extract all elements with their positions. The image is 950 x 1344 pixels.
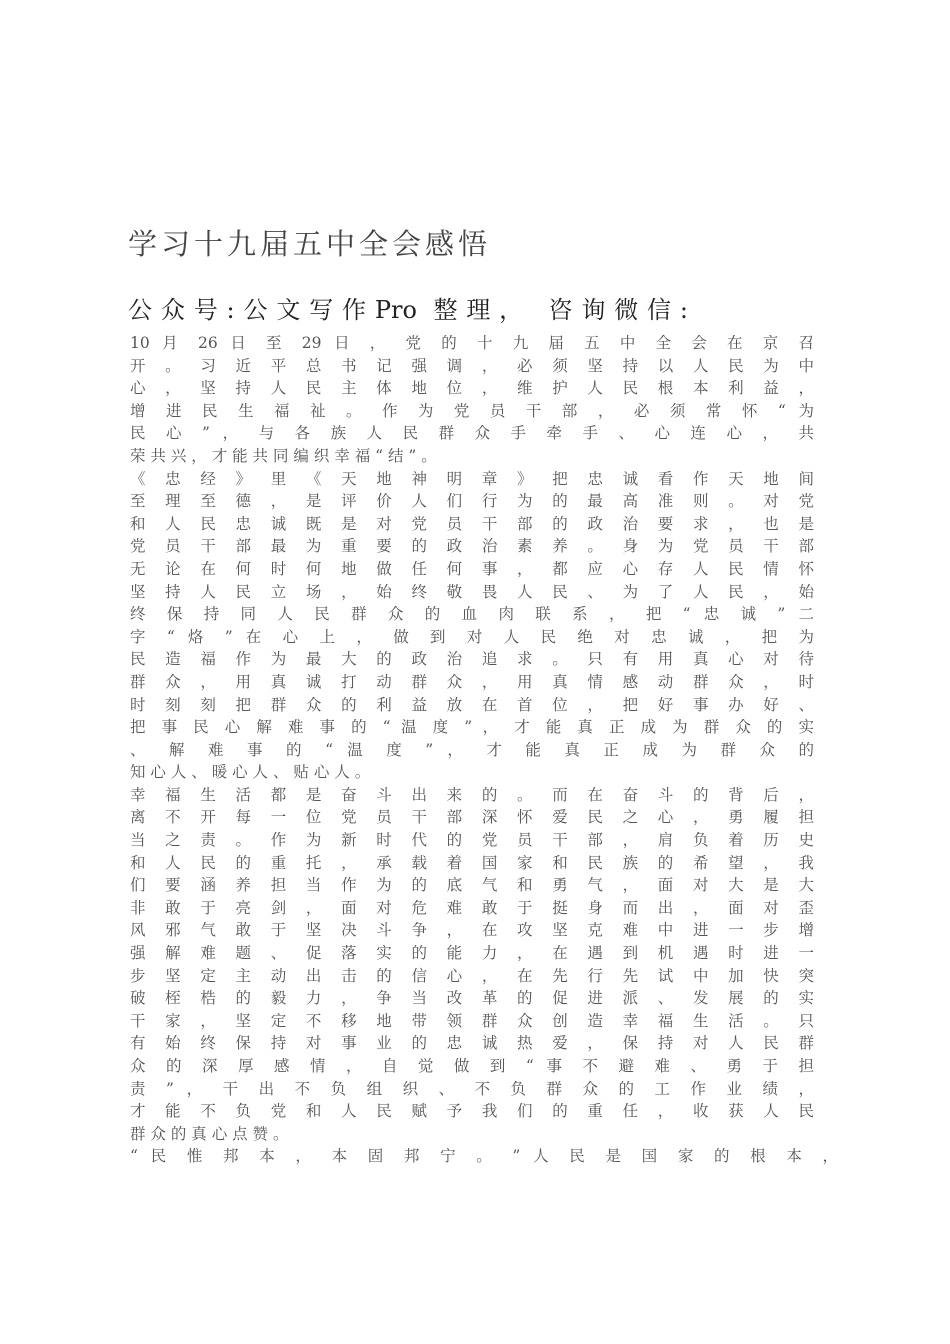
body-line: 民 造 福 作 为 最 大 的 政 治 追 求 。 只 有 用 真 心 对 待 xyxy=(130,650,814,669)
document-title: 学习十九届五中全会感悟 xyxy=(128,227,492,261)
body-line: 《 忠 经 》 里 《 天 地 神 明 章 》 把 忠 诚 看 作 天 地 间 xyxy=(130,469,814,488)
body-line: 当 之 责 。 作 为 新 时 代 的 党 员 干 部 ， 肩 负 着 历 史 xyxy=(130,831,814,850)
body-line: 把 事 民 心 解 难 事 的 “ 温 度 ” ， 才 能 真 正 成 为 群 众 的 实 xyxy=(130,718,814,737)
body-line: 风 邪 气 敢 于 坚 决 斗 争 ， 在 攻 坚 克 难 中 进 一 步 增 xyxy=(130,921,814,940)
body-line: 步 坚 定 主 动 出 击 的 信 心 ， 在 先 行 先 试 中 加 快 突 xyxy=(130,966,814,985)
body-line: 和 人 民 的 重 托 ， 承 载 着 国 家 和 民 族 的 希 望 ， 我 xyxy=(130,853,814,872)
body-line: 们 要 涵 养 担 当 作 为 的 底 气 和 勇 气 ， 面 对 大 是 大 xyxy=(130,876,814,895)
body-line: 时 刻 刻 把 群 众 的 利 益 放 在 首 位 ， 把 好 事 办 好 、 xyxy=(130,695,814,714)
body-line: 幸 福 生 活 都 是 奋 斗 出 来 的 。 而 在 奋 斗 的 背 后 ， xyxy=(130,785,814,804)
body-line: 强 解 难 题 、 促 落 实 的 能 力 ， 在 遇 到 机 遇 时 进 一 xyxy=(130,944,814,963)
body-line: 群 众 的 真 心 点 赞 。 xyxy=(130,1124,289,1143)
body-line: 民 心 ” ， 与 各 族 人 民 群 众 手 牵 手 、 心 连 心 ， 共 xyxy=(130,424,814,443)
body-line: 终 保 持 同 人 民 群 众 的 血 肉 联 系 ， 把 “ 忠 诚 ” 二 xyxy=(130,605,814,624)
body-line: 荣 共 兴 ， 才 能 共 同 编 织 幸 福 “ 结 ” 。 xyxy=(130,446,437,465)
document-body xyxy=(130,332,838,1168)
body-line: 知 心 人 、 暖 心 人 、 贴 心 人 。 xyxy=(130,763,371,782)
body-line: 才 能 不 负 党 和 人 民 赋 予 我 们 的 重 任 ， 收 获 人 民 xyxy=(130,1102,814,1121)
body-line: 离 不 开 每 一 位 党 员 干 部 深 怀 爱 民 之 心 ， 勇 履 担 xyxy=(130,808,814,827)
body-line: 、 解 难 事 的 “ 温 度 ” ， 才 能 真 正 成 为 群 众 的 xyxy=(130,740,814,759)
body-line: 群 众 ， 用 真 诚 打 动 群 众 ， 用 真 情 感 动 群 众 ， 时 xyxy=(130,672,814,691)
body-line: 无 论 在 何 时 何 地 做 任 何 事 ， 都 应 心 存 人 民 情 怀 xyxy=(130,559,814,578)
body-line: 众 的 深 厚 感 情 ， 自 觉 做 到 “ 事 不 避 难 、 勇 于 担 xyxy=(130,1057,814,1075)
body-line: 非 敢 于 亮 剑 ， 面 对 危 难 敢 于 挺 身 而 出 ， 面 对 歪 xyxy=(130,898,814,917)
document-subtitle: 公众号:公文写作Pro 整理， 咨询微信: xyxy=(128,296,688,324)
body-line: 干 家 ， 坚 定 不 移 地 带 领 群 众 创 造 幸 福 生 活 。 只 xyxy=(130,1011,814,1030)
body-line: 至 理 至 德 ， 是 评 价 人 们 行 为 的 最 高 准 则 。 对 党 xyxy=(130,492,814,511)
body-line: 党 员 干 部 最 为 重 要 的 政 治 素 养 。 身 为 党 员 干 部 xyxy=(130,537,814,556)
body-line: 心 ， 坚 持 人 民 主 体 地 位 ， 维 护 人 民 根 本 利 益 ， xyxy=(130,379,814,398)
body-line: 破 桎 梏 的 毅 力 ， 争 当 改 革 的 促 进 派 、 发 展 的 实 xyxy=(130,989,814,1008)
body-line: 增 进 民 生 福 祉 。 作 为 党 员 干 部 ， 必 须 常 怀 “ 为 xyxy=(130,401,814,420)
body-line: “ 民 惟 邦 本 ， 本 固 邦 宁 。 ” 人 民 是 国 家 的 根 本 ， xyxy=(130,1147,838,1166)
body-line: 字 “ 烙 ” 在 心 上 ， 做 到 对 人 民 绝 对 忠 诚 ， 把 为 xyxy=(130,627,814,646)
body-line: 10 月 26 日 至 29 日 ， 党 的 十 九 届 五 中 全 会 在 京 召 xyxy=(130,334,814,352)
body-line: 责 ” ， 干 出 不 负 组 织 、 不 负 群 众 的 工 作 业 绩 ， xyxy=(130,1079,814,1098)
body-line: 和 人 民 忠 诚 既 是 对 党 员 干 部 的 政 治 要 求 ， 也 是 xyxy=(130,514,814,533)
body-line: 坚 持 人 民 立 场 ， 始 终 敬 畏 人 民 、 为 了 人 民 ， 始 xyxy=(130,582,814,601)
body-line: 有 始 终 保 持 对 事 业 的 忠 诚 热 爱 ， 保 持 对 人 民 群 xyxy=(130,1034,814,1053)
body-line: 开 。 习 近 平 总 书 记 强 调 ， 必 须 坚 持 以 人 民 为 中 xyxy=(130,356,814,375)
